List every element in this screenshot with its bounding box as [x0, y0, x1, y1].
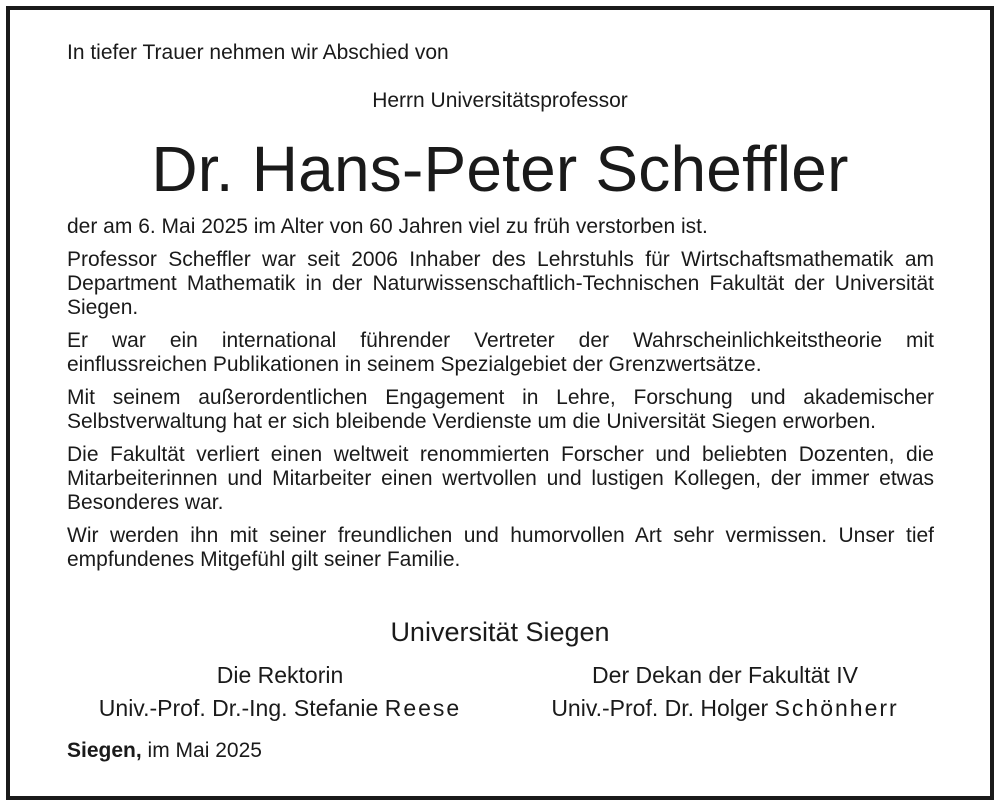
publication-date: im Mai 2025	[147, 739, 262, 762]
signatory-rector	[60, 659, 500, 725]
paragraph-career: Professor Scheffler war seit 2006 Inhaber des Lehrstuhls für Wirtschaftsmathematik am Department Mathematik in der Naturwissenschaftlich-Technischen Fakultät der Universität Siegen.	[67, 247, 934, 320]
signatory-surname: Schönherr	[774, 695, 899, 721]
notice-body	[67, 215, 934, 581]
signatory-title: Univ.-Prof. Dr.-Ing. Stefanie	[98, 695, 379, 721]
university-name: Universität Siegen	[390, 617, 610, 647]
signatory-name	[505, 692, 945, 725]
place-name: Siegen,	[67, 739, 142, 762]
signatory-role: Der Dekan der Fakultät IV	[592, 662, 858, 688]
deceased-name: Dr. Hans-Peter Scheffler	[151, 133, 849, 205]
paragraph-engagement: Mit seinem außerordentlichen Engagement in Lehre, Forschung und akademischer Selbstverwaltung hat er sich bleibende Verdienste um die Universität Siegen erworben.	[67, 385, 934, 433]
signatory-name	[60, 692, 500, 725]
signatory-title: Univ.-Prof. Dr. Holger	[551, 695, 769, 721]
paragraph-condolence: Wir werden ihn mit seiner freundlichen und humorvollen Art sehr vermissen. Unser tief empfundenes Mitgefühl gilt seiner Familie.	[67, 523, 934, 571]
signatory-surname: Reese	[384, 695, 462, 721]
paragraph-research: Er war ein international führender Vertreter der Wahrscheinlichkeitstheorie mit einflussreichen Publikationen in seinem Spezialgebiet der Grenzwertsätze.	[67, 328, 934, 377]
signatory-dean	[505, 659, 945, 725]
place-date-line	[67, 738, 262, 764]
paragraph-faculty: Die Fakultät verliert einen weltweit renommierten Forscher und beliebten Dozenten, die Mitarbeiterinnen und Mitarbeiter einen wertvollen und lustigen Kollegen, der immer etwas Besonderes war.	[67, 442, 934, 515]
signatory-role: Die Rektorin	[216, 662, 344, 688]
paragraph-death-date: der am 6. Mai 2025 im Alter von 60 Jahren viel zu früh verstorben ist.	[67, 215, 708, 238]
honorific-title: Herrn Universitätsprofessor	[372, 89, 628, 112]
intro-line: In tiefer Trauer nehmen wir Abschied von	[67, 41, 449, 64]
